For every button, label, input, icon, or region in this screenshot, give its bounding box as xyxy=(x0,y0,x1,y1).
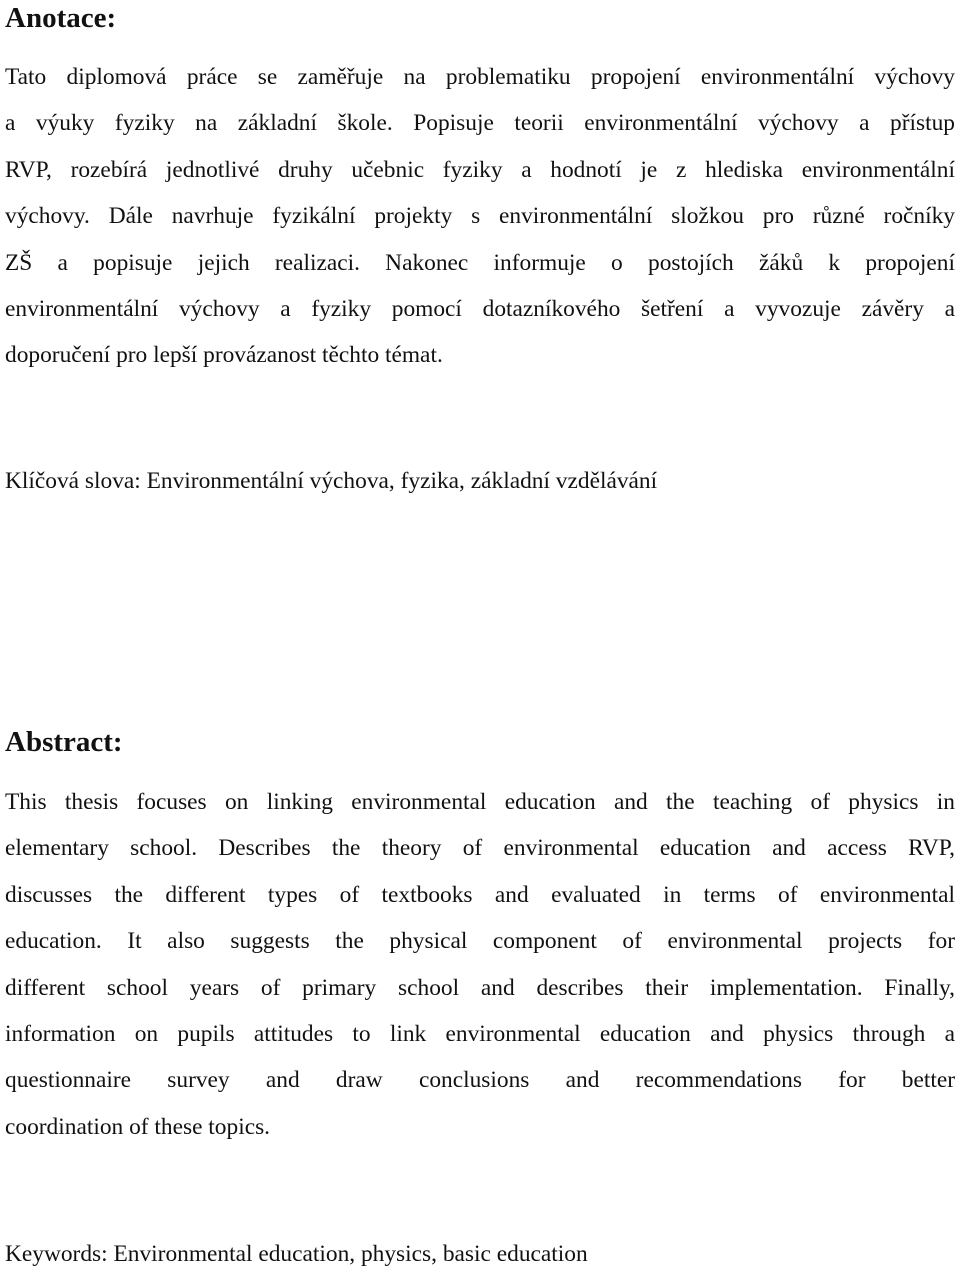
abstract-heading: Abstract: xyxy=(5,726,123,758)
anotace-line: výchovy. Dále navrhuje fyzikální projekty s environmentální složkou pro různé ročníky xyxy=(5,203,955,230)
abstract-line: elementary school. Describes the theory of environmental education and access RVP, xyxy=(5,835,955,862)
klicova-slova-text: Klíčová slova: Environmentální výchova, fyzika, základní vzdělávání xyxy=(5,468,658,494)
anotace-line: doporučení pro lepší provázanost těchto témat. xyxy=(5,342,443,369)
anotace-line: environmentální výchovy a fyziky pomocí dotazníkového šetření a vyvozuje závěry a xyxy=(5,295,955,322)
anotace-heading: Anotace: xyxy=(5,2,117,34)
anotace-line: ZŠ a popisuje jejich realizaci. Nakonec informuje o postojích žáků k propojení xyxy=(5,249,955,276)
abstract-line: different school years of primary school and describes their implementation. Finally, xyxy=(5,974,955,1001)
anotace-line: RVP, rozebírá jednotlivé druhy učebnic fyziky a hodnotí je z hlediska environmentální xyxy=(5,156,955,183)
anotace-paragraph xyxy=(5,54,955,379)
keywords xyxy=(5,1231,955,1277)
abstract-line: education. It also suggests the physical component of environmental projects for xyxy=(5,928,955,955)
abstract-line: information on pupils attitudes to link environmental education and physics through a xyxy=(5,1020,955,1047)
abstract-line: This thesis focuses on linking environmental education and the teaching of physics in xyxy=(5,789,955,815)
keywords-text: Keywords: Environmental education, physics, basic education xyxy=(5,1241,588,1267)
klicova-slova xyxy=(5,458,955,504)
anotace-line: a výuky fyziky na základní škole. Popisuje teorii environmentální výchovy a přístup xyxy=(5,110,955,137)
abstract-paragraph xyxy=(5,779,955,1150)
anotace-line: Tato diplomová práce se zaměřuje na problematiku propojení environmentální výchovy xyxy=(5,64,955,90)
abstract-line: coordination of these topics. xyxy=(5,1113,271,1140)
abstract-line: questionnaire survey and draw conclusions and recommendations for better xyxy=(5,1067,955,1094)
abstract-line: discusses the different types of textbooks and evaluated in terms of environmental xyxy=(5,881,955,908)
